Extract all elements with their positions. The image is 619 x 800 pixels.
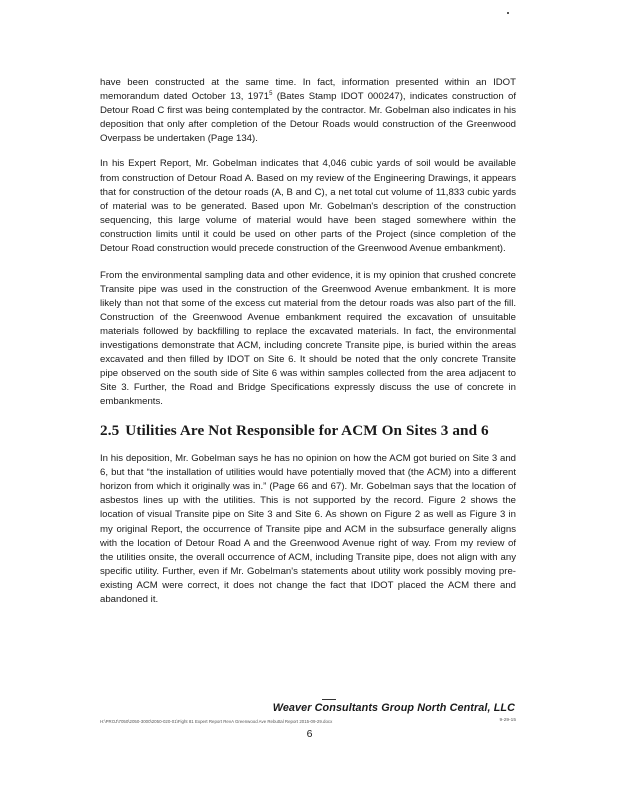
paragraph-4: In his deposition, Mr. Gobelman says he has no opinion on how the ACM got buried on Site 3 and 6, but that “the installation of utilities would have potentially moved that (the ACM) into a different horizon from which it originally was in.” (Page 66 and 67). Mr. Gobelman says that the location of asbestos lines up with the utilities. This is not supported by the record. Figure 2 shows the location of visual Transite pipe on Site 3 and Site 6. As shown on Figure 2 as well as Figure 3 in my original Report, the occurrence of Transite pipe and ACM in the subsurface generally aligns with the location of Detour Road A and the Greenwood Avenue right of way. From my review of the utilities onsite, the overall occurrence of ACM, including Transite pipe, does not align with any specific utility. Further, even if Mr. Gobelman's statements about utility work possibly moving pre-existing ACM were correct, it does not change the fact that IDOT placed the ACM there and abandoned it.	[100, 453, 516, 605]
paragraph-1	[100, 76, 516, 146]
footer-divider	[322, 699, 336, 700]
paragraph-3: From the environmental sampling data and other evidence, it is my opinion that crushed concrete Transite pipe was used in the construction of the Greenwood Avenue embankment. It is more likely than not that some of the excess cut material from the detour roads was also part of the fill. Construction of the Greenwood Avenue embankment required the excavation of unsuitable materials followed by backfilling to replace the excavated materials. In fact, the environmental investigations demonstrate that ACM, including concrete Transite pipe, is buried within the areas excavated and then filled by IDOT on Site 6. It should be noted that the only concrete Transite pipe observed on the south side of Site 6 was within samples collected from the area adjacent to Site 3. Further, the Road and Bridge Specifications expressly discuss the use of concrete in embankments.	[100, 269, 516, 408]
section-heading	[100, 422, 516, 440]
page-number: 6	[306, 728, 313, 740]
section-number: 2.5	[100, 422, 120, 440]
scan-mark	[507, 12, 509, 14]
paragraph-1-text-a: have been constructed at the same time. In fact, information presented within an IDOT memorandum dated October 13, 1971	[100, 77, 516, 103]
section-title: Utilities Are Not Responsible for ACM On Sites 3 and 6	[125, 422, 489, 440]
paragraph-1-text-b: (Bates Stamp IDOT 000247), indicates construction of Detour Road C first was being contemplated by the contractor. Mr. Gobelman also indicates in his deposition that only after completion of the Detour Roads would construction of the Greenwood Overpass be undertaken (Page 134).	[100, 91, 516, 145]
footnote-ref: 5	[269, 90, 273, 97]
footer-company: Weaver Consultants Group North Central, LLC	[272, 702, 515, 714]
footer-file-path: H:\PROJ\7050\2050-3000\2050-020-01\Fight 81 Expert Report RevA Greenwood Ave Rebuttal Report 2015-09-29.docx	[100, 719, 333, 724]
footer-page-code: 9-29-15	[499, 718, 516, 723]
paragraph-2: In his Expert Report, Mr. Gobelman indicates that 4,046 cubic yards of soil would be available from construction of Detour Road A. Based on my review of the Engineering Drawings, it appears that for construction of the detour roads (A, B and C), a net total cut volume of 11,833 cubic yards of material was to be generated. Based upon Mr. Gobelman's description of the construction sequencing, this large volume of material would have been staged somewhere within the construction limits until it could be used on other parts of the Project (since completion of the Detour Road construction would precede construction of the Greenwood Avenue embankment).	[100, 158, 516, 255]
body-text	[100, 76, 516, 620]
